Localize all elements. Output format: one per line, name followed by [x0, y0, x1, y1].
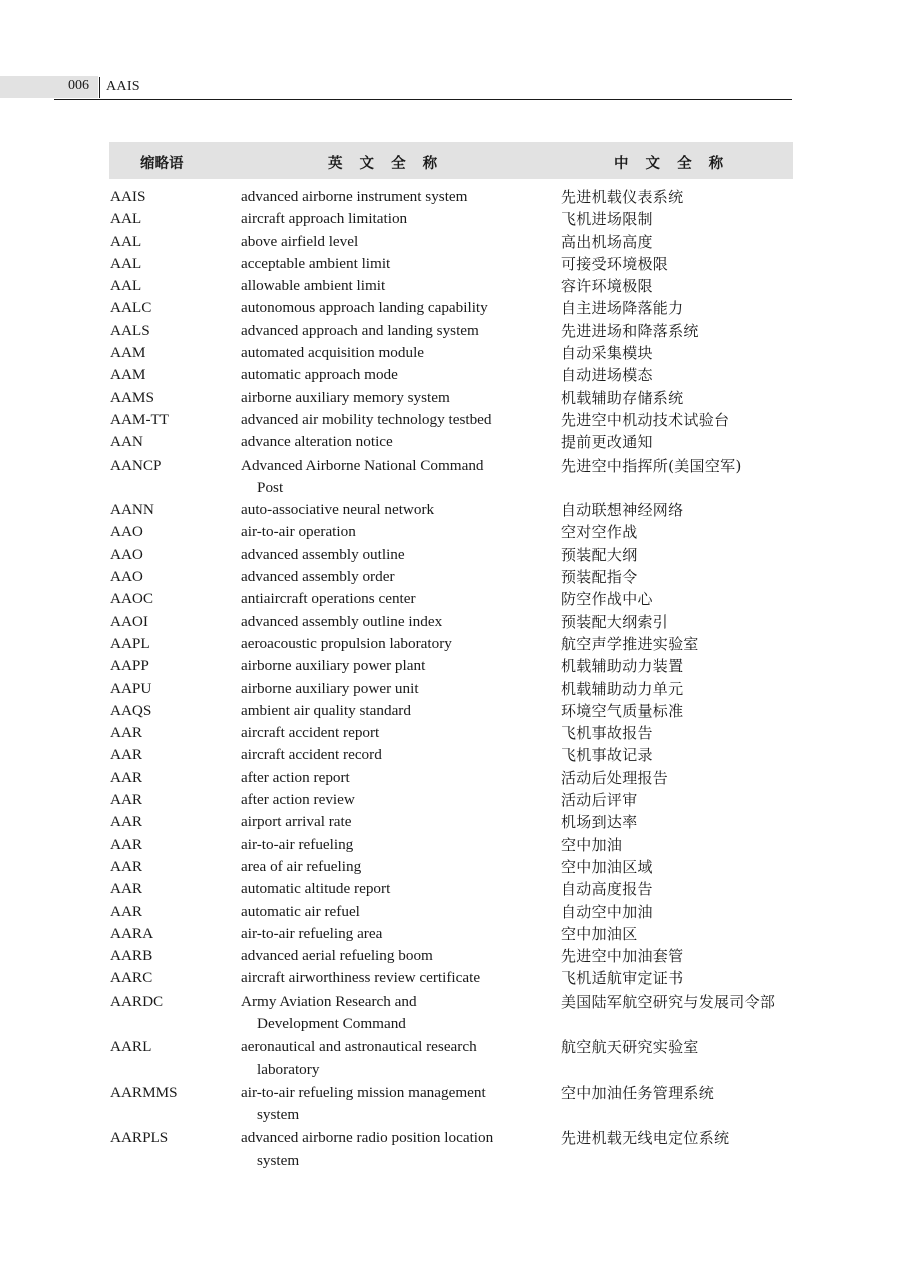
row-abbreviation: AALC — [110, 299, 152, 317]
row-english-term — [241, 923, 531, 945]
table-row — [0, 967, 919, 989]
row-english-term — [241, 275, 531, 297]
table-row — [0, 901, 919, 923]
row-english-term — [241, 455, 531, 500]
row-english-term — [241, 364, 531, 386]
row-english-line1: above airfield level — [241, 232, 359, 250]
table-header — [109, 142, 793, 179]
row-english-term — [241, 811, 531, 833]
row-chinese-term: 自动高度报告 — [561, 880, 653, 899]
header-divider — [99, 77, 100, 98]
row-english-line1: air-to-air refueling mission management — [241, 1083, 486, 1101]
row-chinese-term: 空中加油 — [561, 835, 623, 854]
table-row — [0, 789, 919, 811]
row-english-term — [241, 878, 531, 900]
row-english-term — [241, 342, 531, 364]
row-english-line2: Post — [257, 478, 284, 496]
row-abbreviation: AAR — [110, 880, 143, 898]
row-abbreviation: AAL — [110, 210, 142, 228]
row-english-line1: air-to-air refueling area — [241, 924, 383, 942]
row-chinese-term: 先进进场和降落系统 — [561, 321, 699, 340]
row-english-term — [241, 834, 531, 856]
row-abbreviation: AAPP — [110, 657, 149, 675]
row-english-term — [241, 901, 531, 923]
table-row — [0, 722, 919, 744]
row-english-term — [241, 967, 531, 989]
row-english-line2: system — [257, 1106, 300, 1124]
row-english-line2: Development Command — [257, 1014, 406, 1032]
table-row — [0, 633, 919, 655]
row-chinese-term: 预装配指令 — [561, 568, 638, 587]
row-english-term — [241, 789, 531, 811]
table-row — [0, 275, 919, 297]
table-row — [0, 655, 919, 677]
row-english-line1: Army Aviation Research and — [241, 992, 417, 1010]
column-header-chinese: 中 文 全 称 — [614, 156, 730, 172]
table-row — [0, 499, 919, 521]
row-abbreviation: AAOI — [110, 612, 148, 630]
row-abbreviation: AARB — [110, 947, 153, 965]
table-row — [0, 544, 919, 566]
row-chinese-term: 飞机事故报告 — [561, 724, 653, 743]
row-english-term — [241, 611, 531, 633]
row-english-line1: advance alteration notice — [241, 433, 393, 451]
table-row — [0, 856, 919, 878]
row-abbreviation: AANN — [110, 501, 154, 519]
row-english-line1: automatic altitude report — [241, 880, 391, 898]
table-row — [0, 521, 919, 543]
row-english-line1: aeronautical and astronautical research — [241, 1038, 477, 1056]
row-chinese-term: 先进机载无线电定位系统 — [561, 1129, 730, 1148]
row-english-term — [241, 499, 531, 521]
row-abbreviation: AAR — [110, 857, 143, 875]
row-english-term — [241, 991, 531, 1036]
row-english-line1: Advanced Airborne National Command — [241, 456, 484, 474]
row-english-line1: air-to-air operation — [241, 523, 356, 541]
row-abbreviation: AAN — [110, 433, 143, 451]
row-english-line1: airport arrival rate — [241, 813, 352, 831]
page-number: 006 — [68, 78, 89, 93]
row-english-term — [241, 297, 531, 319]
row-english-line1: airborne auxiliary memory system — [241, 388, 450, 406]
row-chinese-term: 空对空作战 — [561, 523, 638, 542]
table-row — [0, 208, 919, 230]
table-body — [0, 186, 919, 1172]
header-rule — [54, 99, 792, 100]
row-abbreviation: AARA — [110, 924, 154, 942]
row-chinese-term: 飞机适航审定证书 — [561, 969, 684, 988]
row-english-line1: advanced air mobility technology testbed — [241, 410, 492, 428]
row-english-line1: after action report — [241, 768, 350, 786]
row-chinese-term: 提前更改通知 — [561, 433, 653, 452]
table-row — [0, 566, 919, 588]
row-abbreviation: AAR — [110, 791, 143, 809]
row-english-term — [241, 655, 531, 677]
row-abbreviation: AAM — [110, 344, 146, 362]
table-row — [0, 878, 919, 900]
row-english-term — [241, 633, 531, 655]
table-row — [0, 342, 919, 364]
row-chinese-term: 空中加油区域 — [561, 857, 653, 876]
table-row — [0, 320, 919, 342]
row-english-line1: allowable ambient limit — [241, 277, 386, 295]
row-english-term — [241, 544, 531, 566]
row-english-line1: automated acquisition module — [241, 344, 425, 362]
row-english-line1: aircraft airworthiness review certificate — [241, 969, 481, 987]
table-row — [0, 253, 919, 275]
row-english-line1: aircraft accident report — [241, 724, 380, 742]
row-english-term — [241, 208, 531, 230]
table-row — [0, 588, 919, 610]
row-chinese-term: 活动后处理报告 — [561, 768, 669, 787]
table-row — [0, 1127, 919, 1172]
row-english-line1: automatic approach mode — [241, 366, 398, 384]
row-chinese-term: 自动联想神经网络 — [561, 501, 684, 520]
row-english-term — [241, 186, 531, 208]
row-chinese-term: 飞机事故记录 — [561, 746, 653, 765]
table-row — [0, 1082, 919, 1127]
row-abbreviation: AARMMS — [110, 1083, 178, 1101]
row-abbreviation: AAL — [110, 277, 142, 295]
row-abbreviation: AAPL — [110, 634, 150, 652]
table-row — [0, 923, 919, 945]
table-row — [0, 297, 919, 319]
row-english-line1: aircraft accident record — [241, 746, 382, 764]
row-english-line1: antiaircraft operations center — [241, 590, 416, 608]
row-chinese-term: 先进空中指挥所(美国空军) — [561, 456, 742, 475]
row-chinese-term: 空中加油任务管理系统 — [561, 1083, 715, 1102]
row-abbreviation: AAL — [110, 254, 142, 272]
table-row — [0, 431, 919, 453]
row-english-term — [241, 588, 531, 610]
row-chinese-term: 环境空气质量标准 — [561, 701, 684, 720]
table-row — [0, 834, 919, 856]
table-row — [0, 744, 919, 766]
row-english-term — [241, 744, 531, 766]
row-chinese-term: 机场到达率 — [561, 813, 638, 832]
row-abbreviation: AARC — [110, 969, 153, 987]
row-english-line1: aeroacoustic propulsion laboratory — [241, 634, 452, 652]
row-chinese-term: 机载辅助存储系统 — [561, 388, 684, 407]
row-english-line1: after action review — [241, 791, 355, 809]
row-chinese-term: 机载辅助动力装置 — [561, 657, 684, 676]
row-chinese-term: 高出机场高度 — [561, 232, 653, 251]
row-english-term — [241, 431, 531, 453]
row-chinese-term: 活动后评审 — [561, 791, 638, 810]
row-abbreviation: AAMS — [110, 388, 154, 406]
row-english-term — [241, 566, 531, 588]
row-abbreviation: AAO — [110, 523, 143, 541]
row-english-term — [241, 387, 531, 409]
row-english-line1: aircraft approach limitation — [241, 210, 408, 228]
table-row — [0, 455, 919, 500]
row-abbreviation: AAR — [110, 813, 143, 831]
row-abbreviation: AAQS — [110, 701, 152, 719]
row-english-term — [241, 231, 531, 253]
row-abbreviation: AAOC — [110, 590, 154, 608]
row-english-term — [241, 856, 531, 878]
row-english-line1: acceptable ambient limit — [241, 254, 391, 272]
row-english-line1: autonomous approach landing capability — [241, 299, 488, 317]
table-row — [0, 991, 919, 1036]
row-english-line1: advanced assembly outline — [241, 545, 405, 563]
row-abbreviation: AAM — [110, 366, 146, 384]
row-english-term — [241, 1036, 531, 1081]
row-chinese-term: 先进空中机动技术试验台 — [561, 410, 730, 429]
table-row — [0, 678, 919, 700]
row-english-line1: advanced aerial refueling boom — [241, 947, 433, 965]
table-row — [0, 387, 919, 409]
column-header-abbreviation: 缩略语 — [140, 156, 184, 172]
row-abbreviation: AALS — [110, 321, 150, 339]
row-english-line1: advanced airborne instrument system — [241, 188, 468, 205]
row-chinese-term: 自动进场模态 — [561, 366, 653, 385]
row-english-line1: area of air refueling — [241, 857, 362, 875]
row-abbreviation: AAPU — [110, 679, 152, 697]
row-chinese-term: 自动采集模块 — [561, 344, 653, 363]
row-abbreviation: AAIS — [110, 188, 146, 205]
row-abbreviation: AARL — [110, 1038, 152, 1056]
row-chinese-term: 容许环境极限 — [561, 277, 653, 296]
row-chinese-term: 预装配大纲 — [561, 545, 638, 564]
row-abbreviation: AAO — [110, 545, 143, 563]
table-row — [0, 364, 919, 386]
row-chinese-term: 可接受环境极限 — [561, 254, 669, 273]
row-abbreviation: AANCP — [110, 456, 162, 474]
row-english-line1: airborne auxiliary power unit — [241, 679, 419, 697]
row-chinese-term: 航空航天研究实验室 — [561, 1038, 699, 1057]
row-english-line1: auto-associative neural network — [241, 501, 435, 519]
row-chinese-term: 美国陆军航空研究与发展司令部 — [561, 992, 776, 1011]
row-abbreviation: AAO — [110, 568, 143, 586]
row-chinese-term: 机载辅助动力单元 — [561, 679, 684, 698]
table-row — [0, 186, 919, 208]
row-chinese-term: 航空声学推进实验室 — [561, 634, 699, 653]
row-english-term — [241, 1082, 531, 1127]
row-abbreviation: AAR — [110, 902, 143, 920]
row-abbreviation: AARDC — [110, 992, 164, 1010]
row-abbreviation: AARPLS — [110, 1129, 169, 1147]
row-english-term — [241, 767, 531, 789]
row-chinese-term: 防空作战中心 — [561, 590, 653, 609]
row-english-term — [241, 409, 531, 431]
row-english-line2: system — [257, 1151, 300, 1169]
table-row — [0, 1036, 919, 1081]
row-english-line1: ambient air quality standard — [241, 701, 411, 719]
table-row — [0, 945, 919, 967]
row-english-term — [241, 722, 531, 744]
row-english-line1: advanced approach and landing system — [241, 321, 479, 339]
row-english-term — [241, 320, 531, 342]
row-english-line2: laboratory — [257, 1060, 320, 1078]
table-row — [0, 611, 919, 633]
row-english-line1: advanced assembly outline index — [241, 612, 443, 630]
row-chinese-term: 先进空中加油套管 — [561, 947, 684, 966]
row-english-line1: advanced assembly order — [241, 568, 395, 586]
column-header-english: 英 文 全 称 — [328, 156, 444, 172]
row-english-term — [241, 1127, 531, 1172]
row-chinese-term: 自主进场降落能力 — [561, 299, 684, 318]
table-row — [0, 700, 919, 722]
row-english-term — [241, 678, 531, 700]
table-row — [0, 409, 919, 431]
row-abbreviation: AAR — [110, 724, 143, 742]
row-english-line1: advanced airborne radio position location — [241, 1129, 494, 1147]
row-english-line1: automatic air refuel — [241, 902, 360, 920]
running-head: AAIS — [106, 79, 140, 94]
row-abbreviation: AAR — [110, 768, 143, 786]
row-chinese-term: 空中加油区 — [561, 924, 638, 943]
row-english-term — [241, 521, 531, 543]
row-english-line1: airborne auxiliary power plant — [241, 657, 426, 675]
row-english-term — [241, 700, 531, 722]
row-chinese-term: 先进机载仪表系统 — [561, 188, 684, 206]
row-chinese-term: 自动空中加油 — [561, 902, 653, 921]
table-row — [0, 767, 919, 789]
table-row — [0, 231, 919, 253]
row-english-term — [241, 945, 531, 967]
row-chinese-term: 预装配大纲索引 — [561, 612, 669, 631]
row-chinese-term: 飞机进场限制 — [561, 210, 653, 229]
row-abbreviation: AAM-TT — [110, 410, 170, 428]
row-abbreviation: AAR — [110, 835, 143, 853]
row-abbreviation: AAL — [110, 232, 142, 250]
table-row — [0, 811, 919, 833]
row-abbreviation: AAR — [110, 746, 143, 764]
row-english-term — [241, 253, 531, 275]
row-english-line1: air-to-air refueling — [241, 835, 354, 853]
